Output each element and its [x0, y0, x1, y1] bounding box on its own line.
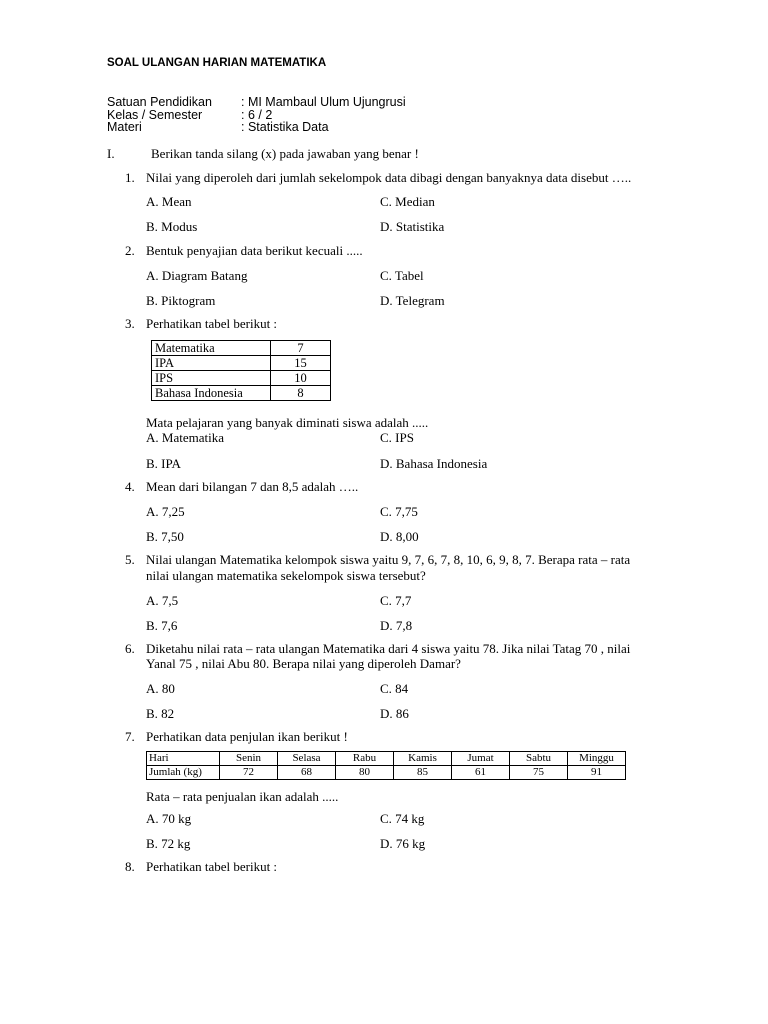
option-c: C. 7,75	[380, 504, 418, 519]
table-cell: IPA	[152, 356, 271, 371]
option-d: D. 76 kg	[380, 836, 426, 851]
question-number: 3.	[125, 316, 135, 331]
question-number: 2.	[125, 243, 135, 258]
option-d: D. Bahasa Indonesia	[380, 456, 488, 471]
question-number: 5.	[125, 552, 135, 567]
question-text: Perhatikan tabel berikut :	[146, 316, 278, 331]
table-header-cell: Jumat	[452, 752, 510, 766]
option-d: D. 8,00	[380, 529, 419, 544]
table-header-cell: Selasa	[278, 752, 336, 766]
subject-table	[151, 340, 331, 401]
table-header-cell: Rabu	[336, 752, 394, 766]
option-c: C. Tabel	[380, 268, 424, 283]
table-row	[152, 356, 331, 371]
option-c: C. 84	[380, 681, 409, 696]
option-b: B. Piktogram	[146, 293, 216, 308]
option-b: B. Modus	[146, 219, 198, 234]
question-number: 4.	[125, 479, 135, 494]
option-a: A. 7,5	[146, 593, 179, 608]
table-header-cell: Kamis	[394, 752, 452, 766]
table-cell: 7	[271, 341, 331, 356]
table-cell: 75	[510, 766, 568, 780]
table-row	[152, 341, 331, 356]
table-header-cell: Hari	[147, 752, 220, 766]
option-a: A. 70 kg	[146, 811, 192, 826]
meta-value-subject: : Statistika Data	[241, 120, 329, 134]
question-number: 8.	[125, 859, 135, 874]
question-number: 1.	[125, 170, 135, 185]
section-number: I.	[107, 146, 115, 161]
table-cell: 68	[278, 766, 336, 780]
table-row	[147, 766, 626, 780]
option-c: C. 7,7	[380, 593, 412, 608]
meta-value-class: : 6 / 2	[241, 108, 273, 122]
table-row	[152, 386, 331, 401]
option-d: D. 7,8	[380, 618, 413, 633]
table-cell: 15	[271, 356, 331, 371]
question-text: Perhatikan tabel berikut :	[146, 859, 278, 874]
question-text-line1: Nilai ulangan Matematika kelompok siswa yaitu 9, 7, 6, 7, 8, 10, 6, 9, 8, 7. Berapa rata – rata	[146, 552, 631, 567]
table-cell: 85	[394, 766, 452, 780]
question-text-line1: Diketahu nilai rata – rata ulangan Matematika dari 4 siswa yaitu 78. Jika nilai Tatag 70 , nilai	[146, 641, 631, 656]
table-cell: 72	[220, 766, 278, 780]
table-row	[152, 371, 331, 386]
question-number: 7.	[125, 729, 135, 744]
table-cell: 80	[336, 766, 394, 780]
meta-label-school: Satuan Pendidikan	[107, 95, 212, 109]
option-a: A. Diagram Batang	[146, 268, 248, 283]
question-text: Bentuk penyajian data berikut kecuali .....	[146, 243, 363, 258]
question-text: Perhatikan data penjulan ikan berikut !	[146, 729, 348, 744]
table-cell: 8	[271, 386, 331, 401]
question-text: Nilai yang diperoleh dari jumlah sekelompok data dibagi dengan banyaknya data disebut …..	[146, 170, 632, 185]
option-b: B. 72 kg	[146, 836, 191, 851]
option-b: B. 82	[146, 706, 175, 721]
meta-label-subject: Materi	[107, 120, 142, 134]
table-cell: IPS	[152, 371, 271, 386]
table-cell: 91	[568, 766, 626, 780]
option-b: B. IPA	[146, 456, 181, 471]
option-a: A. Matematika	[146, 430, 224, 445]
question-text: Mean dari bilangan 7 dan 8,5 adalah …..	[146, 479, 359, 494]
section-instruction: Berikan tanda silang (x) pada jawaban yang benar !	[151, 146, 419, 161]
table-header-cell: Minggu	[568, 752, 626, 766]
fish-sales-table	[146, 751, 626, 780]
option-a: A. 80	[146, 681, 175, 696]
option-b: B. 7,50	[146, 529, 184, 544]
option-a: A. Mean	[146, 194, 192, 209]
option-c: C. 74 kg	[380, 811, 425, 826]
table-cell: Jumlah (kg)	[147, 766, 220, 780]
document-title: SOAL ULANGAN HARIAN MATEMATIKA	[107, 57, 327, 69]
option-d: D. Statistika	[380, 219, 445, 234]
question-text: Rata – rata penjualan ikan adalah .....	[146, 789, 339, 804]
table-header-cell: Senin	[220, 752, 278, 766]
table-cell: Bahasa Indonesia	[152, 386, 271, 401]
meta-value-school: : MI Mambaul Ulum Ujungrusi	[241, 95, 406, 109]
option-a: A. 7,25	[146, 504, 185, 519]
option-d: D. Telegram	[380, 293, 445, 308]
question-text: Mata pelajaran yang banyak diminati siswa adalah .....	[146, 415, 429, 430]
table-cell: 61	[452, 766, 510, 780]
option-d: D. 86	[380, 706, 409, 721]
table-header-cell: Sabtu	[510, 752, 568, 766]
question-text-line2: nilai ulangan matematika sekelompok siswa tersebut?	[146, 568, 426, 583]
option-b: B. 7,6	[146, 618, 178, 633]
question-number: 6.	[125, 641, 135, 656]
table-cell: Matematika	[152, 341, 271, 356]
table-cell: 10	[271, 371, 331, 386]
meta-label-class: Kelas / Semester	[107, 108, 203, 122]
option-c: C. Median	[380, 194, 435, 209]
question-text-line2: Yanal 75 , nilai Abu 80. Berapa nilai yang diperoleh Damar?	[146, 656, 461, 671]
table-header-row	[147, 752, 626, 766]
option-c: C. IPS	[380, 430, 414, 445]
